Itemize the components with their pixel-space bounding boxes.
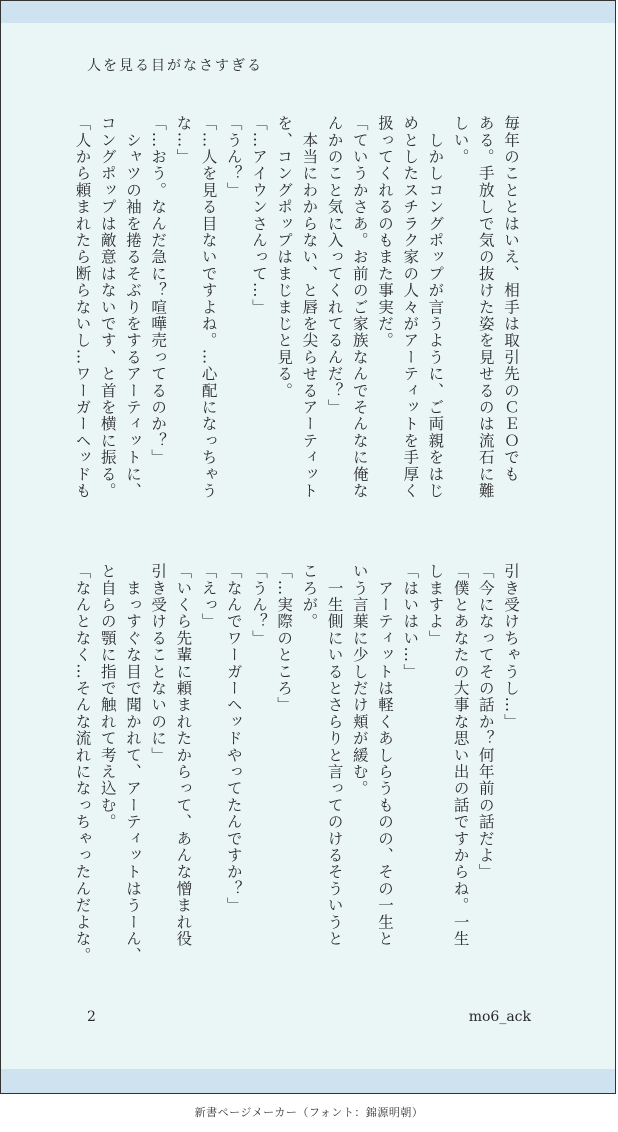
bottom-band [1,1069,615,1093]
page-title: 人を見る目がなさすぎる [87,58,263,74]
page-number: 2 [87,1009,96,1025]
top-band [1,1,615,23]
upper-text-block: 毎年のこととはいえ、相手は取引先のＣＥＯでも ある。手放しで気の抜けた姿を見せるのは流石に難 しい。 しかしコングポップが言うように、ご両親をはじ めとしたスチラク家の人々がアーティットを手厚く 扱ってくれるのもまた事実だ。 「ていうかさあ。お前のご家族なんでそんなに俺な んかのこと気に入ってくれてるんだ？」 本当にわからない、と唇を尖らせるアーティット を、コングポップはまじまじと見る。 「…アイウンさんって…」 「うん？」 「…人を見る目ないですよね。…心配になっちゃう な…」 「…おう。なんだ急に？喧嘩売ってるのか？」 シャツの袖を捲るそぶりをするアーティットに、 コングポップは敵意はないです、と首を横に振る。 「人から頼まれたら断らないし…ワーガーヘッドも [73,115,520,500]
author-handle: mo6_ack [468,1009,531,1025]
footer-credit: 新書ページメーカー（フォント：錦源明朝） [194,1106,424,1119]
lower-text-block: 引き受けちゃうし…」 「今になってその話か？何年前の話だよ」 「僕とあなたの大事な思い出の話ですからね。一生 しますよ」 「はいはい…」 アーティットは軽くあしらうものの、その一生と いう言葉に少しだけ頬が緩む。 一生側にいるとさらりと言ってのけるそういうと ころが。 「…実際のところ」 「うん？」 「なんでワーガーヘッドやってたんですか？」 「えっ」 「いくら先輩に頼まれたからって、あんな憎まれ役 引き受けることないのに」 まっすぐな目で聞かれて、アーティットはうーん、 と自らの顎に指で触れて考え込む。 「なんとなく…そんな流れになっちゃったんだよな。 [73,563,520,964]
